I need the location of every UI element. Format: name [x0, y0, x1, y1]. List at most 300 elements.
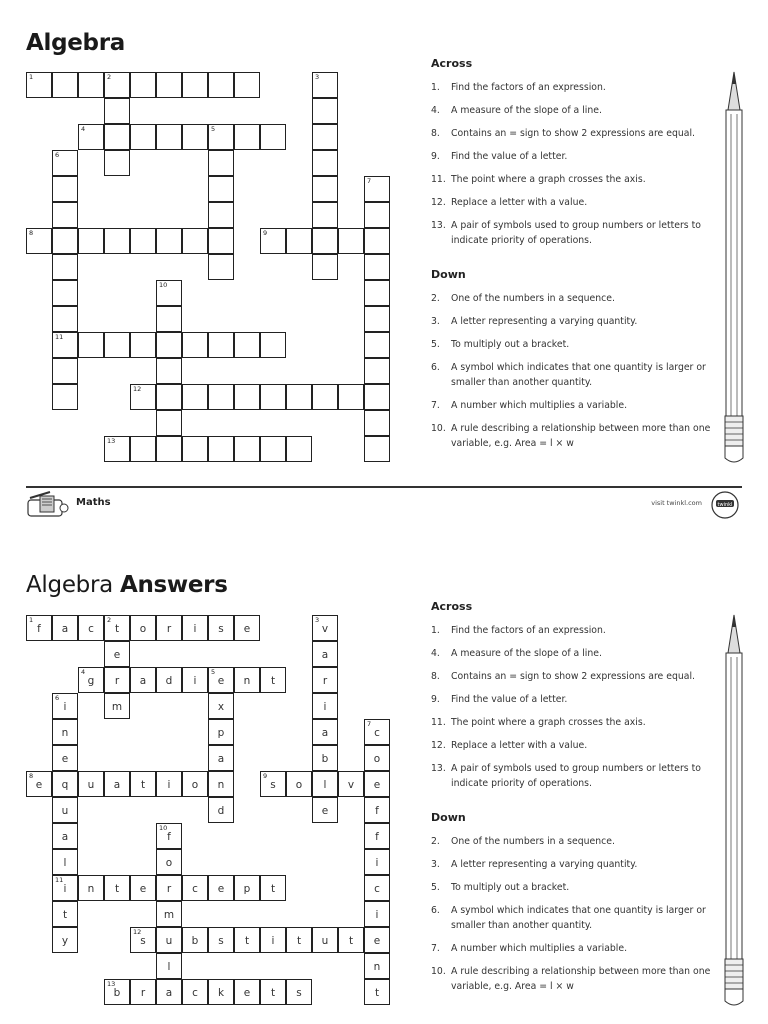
- answer-letter: a: [113, 779, 121, 791]
- crossword-cell: [156, 410, 182, 436]
- crossword-cell: [26, 771, 52, 797]
- crossword-cell: [208, 436, 234, 462]
- answer-letter: u: [321, 935, 329, 947]
- crossword-cell: [364, 202, 390, 228]
- answer-letter: a: [321, 649, 329, 661]
- crossword-cell: [364, 332, 390, 358]
- answer-letter: e: [373, 935, 381, 947]
- clue-number: 11: [55, 333, 64, 341]
- crossword-cell: [130, 436, 156, 462]
- answer-letter: i: [193, 675, 197, 687]
- answer-letter: c: [88, 623, 94, 635]
- clue-item: [431, 903, 711, 933]
- crossword-cell: [182, 436, 208, 462]
- clue-item-text: The point where a graph crosses the axis.: [451, 717, 646, 728]
- down-clue-list: [431, 834, 711, 994]
- crossword-cell: [104, 875, 130, 901]
- crossword-cell: [312, 927, 338, 953]
- answer-letter: d: [165, 675, 173, 687]
- crossword-cell: [130, 667, 156, 693]
- answer-letter: t: [270, 675, 276, 687]
- answer-letter: o: [295, 779, 303, 791]
- answer-letter: v: [347, 779, 355, 791]
- clue-item: [431, 646, 711, 661]
- crossword-cell: [52, 72, 78, 98]
- clue-item-number: 6.: [431, 905, 440, 916]
- down-heading: Down: [431, 268, 466, 281]
- crossword-cell: [208, 202, 234, 228]
- clue-item: [431, 291, 711, 306]
- clue-number: 12: [133, 928, 142, 936]
- clue-item: [431, 623, 711, 638]
- clue-item-text: One of the numbers in a sequence.: [451, 836, 615, 847]
- answer-letter: t: [270, 987, 276, 999]
- crossword-cell: [208, 719, 234, 745]
- crossword-cell: [78, 228, 104, 254]
- crossword-cell: [208, 667, 234, 693]
- crossword-cell: [312, 745, 338, 771]
- clue-item-number: 6.: [431, 362, 440, 373]
- clue-item-text: Contains an = sign to show 2 expressions are equal.: [451, 671, 695, 682]
- crossword-cell: [364, 436, 390, 462]
- crossword-cell: [312, 228, 338, 254]
- clue-item-number: 9.: [431, 694, 440, 705]
- answer-letter: s: [296, 987, 302, 999]
- answer-letter: i: [323, 701, 327, 713]
- clue-item-text: A pair of symbols used to group numbers or letters to indicate priority of operations.: [451, 220, 701, 246]
- crossword-cell: [156, 436, 182, 462]
- clue-item: [431, 738, 711, 753]
- crossword-cell: [52, 228, 78, 254]
- crossword-cell: [234, 615, 260, 641]
- crossword-cell: [260, 979, 286, 1005]
- crossword-cell: [78, 667, 104, 693]
- clue-item: [431, 880, 711, 895]
- crossword-cell: [182, 228, 208, 254]
- crossword-cell: [260, 124, 286, 150]
- crossword-cell: [182, 332, 208, 358]
- crossword-cell: [52, 901, 78, 927]
- clue-number: 12: [133, 385, 142, 393]
- crossword-cell: [208, 875, 234, 901]
- clue-number: 1: [29, 73, 34, 81]
- worksheet-title: [26, 30, 125, 56]
- answer-letter: e: [217, 675, 225, 687]
- clue-item-number: 11.: [431, 717, 446, 728]
- clue-item-text: Find the factors of an expression.: [451, 82, 606, 93]
- answer-letter: p: [217, 727, 225, 739]
- clue-item-text: A rule describing a relationship between more than one variable, e.g. Area = l × w: [451, 966, 711, 992]
- crossword-cell: [130, 771, 156, 797]
- crossword-cell: [156, 228, 182, 254]
- crossword-cell: [208, 615, 234, 641]
- clue-item-text: Find the value of a letter.: [451, 694, 568, 705]
- crossword-cell: [26, 228, 52, 254]
- clue-item-number: 3.: [431, 859, 440, 870]
- crossword-cell: [156, 823, 182, 849]
- answer-letter: t: [114, 623, 120, 635]
- crossword-cell: [312, 150, 338, 176]
- clue-item: [431, 218, 711, 248]
- answer-letter: r: [114, 675, 120, 687]
- clue-item-number: 8.: [431, 671, 440, 682]
- across-heading: Across: [431, 57, 473, 70]
- crossword-cell: [364, 410, 390, 436]
- crossword-cell: [286, 979, 312, 1005]
- crossword-cell: [312, 72, 338, 98]
- crossword-cell: [234, 124, 260, 150]
- answer-letter: f: [167, 831, 171, 843]
- crossword-cell: [182, 875, 208, 901]
- crossword-cell: [78, 72, 104, 98]
- crossword-cell: [182, 384, 208, 410]
- clue-item-number: 12.: [431, 197, 446, 208]
- answer-letter: n: [61, 727, 69, 739]
- clue-number: 4: [81, 125, 86, 133]
- crossword-cell: [286, 436, 312, 462]
- crossword-cell: [312, 641, 338, 667]
- clue-number: 3: [315, 616, 320, 624]
- crossword-cell: [208, 332, 234, 358]
- answer-letter: t: [140, 779, 146, 791]
- clue-number: 4: [81, 668, 86, 676]
- clue-number: 5: [211, 125, 216, 133]
- crossword-cell: [364, 875, 390, 901]
- crossword-cell: [364, 228, 390, 254]
- crossword-cell: [364, 306, 390, 332]
- answer-letter: l: [63, 857, 67, 869]
- answer-letter: o: [139, 623, 147, 635]
- clue-item-text: A letter representing a varying quantity.: [451, 316, 638, 327]
- answers-title-main: Algebra: [26, 572, 113, 598]
- crossword-cell: [286, 228, 312, 254]
- crossword-cell: [52, 615, 78, 641]
- clue-item: [431, 103, 711, 118]
- crossword-cell: [156, 849, 182, 875]
- crossword-cell: [130, 615, 156, 641]
- across-clue-list: [431, 623, 711, 791]
- crossword-cell: [234, 72, 260, 98]
- clue-item-text: A letter representing a varying quantity.: [451, 859, 638, 870]
- clue-item: [431, 857, 711, 872]
- crossword-cell: [52, 176, 78, 202]
- answer-letter: p: [243, 883, 251, 895]
- crossword-cell: [52, 927, 78, 953]
- answer-letter: e: [113, 649, 121, 661]
- crossword-cell: [104, 124, 130, 150]
- answer-letter: o: [191, 779, 199, 791]
- clue-item-text: Contains an = sign to show 2 expressions are equal.: [451, 128, 695, 139]
- crossword-cell: [156, 306, 182, 332]
- answer-letter: r: [166, 623, 172, 635]
- clue-item-text: Replace a letter with a value.: [451, 740, 588, 751]
- footer-subject: Maths: [76, 497, 111, 508]
- clue-item-number: 2.: [431, 836, 440, 847]
- crossword-cell: [208, 150, 234, 176]
- crossword-cell: [130, 384, 156, 410]
- answer-letter: e: [61, 753, 69, 765]
- answer-letter: i: [63, 701, 67, 713]
- answer-letter: s: [218, 623, 224, 635]
- crossword-cell: [286, 771, 312, 797]
- crossword-cell: [104, 150, 130, 176]
- footer-divider: [26, 486, 742, 488]
- answer-letter: n: [243, 675, 251, 687]
- clue-item-text: The point where a graph crosses the axis.: [451, 174, 646, 185]
- clue-item-text: Find the factors of an expression.: [451, 625, 606, 636]
- crossword-cell: [312, 98, 338, 124]
- crossword-cell: [364, 176, 390, 202]
- crossword-cell: [156, 358, 182, 384]
- crossword-cell: [260, 228, 286, 254]
- crossword-cell: [78, 124, 104, 150]
- crossword-cell: [208, 771, 234, 797]
- clue-item-text: A symbol which indicates that one quantity is larger or smaller than another quantity.: [451, 362, 706, 388]
- clue-number: 9: [263, 772, 268, 780]
- crossword-cell: [52, 875, 78, 901]
- answer-letter: v: [321, 623, 329, 635]
- clue-item: [431, 195, 711, 210]
- clue-item-text: Find the value of a letter.: [451, 151, 568, 162]
- crossword-cell: [338, 228, 364, 254]
- answer-letter: a: [321, 727, 329, 739]
- crossword-cell: [364, 901, 390, 927]
- answer-letter: s: [140, 935, 146, 947]
- crossword-cell: [312, 176, 338, 202]
- crossword-cell: [52, 797, 78, 823]
- crossword-cell: [260, 771, 286, 797]
- clue-item: [431, 314, 711, 329]
- answer-letter: t: [62, 909, 68, 921]
- crossword-cell: [156, 979, 182, 1005]
- answers-title-bold: Answers: [119, 572, 228, 598]
- clue-number: 6: [55, 694, 60, 702]
- clue-item-text: A measure of the slope of a line.: [451, 648, 602, 659]
- crossword-cell: [260, 436, 286, 462]
- across-clue-list: [431, 80, 711, 248]
- clues-panel-top: [431, 57, 711, 459]
- answer-letter: f: [375, 831, 379, 843]
- crossword-cell: [182, 927, 208, 953]
- clue-item-text: One of the numbers in a sequence.: [451, 293, 615, 304]
- answers-title: [26, 572, 228, 598]
- clue-item: [431, 941, 711, 956]
- answer-letter: y: [61, 935, 69, 947]
- crossword-cell: [156, 771, 182, 797]
- twinkl-logo-text: twinkl: [717, 501, 733, 508]
- crossword-cell: [52, 745, 78, 771]
- crossword-cell: [338, 927, 364, 953]
- clue-item-number: 4.: [431, 648, 440, 659]
- answer-letter: k: [217, 987, 225, 999]
- answer-letter: m: [163, 909, 175, 921]
- crossword-cell: [182, 667, 208, 693]
- clues-panel-bottom: [431, 600, 711, 1002]
- answer-letter: t: [114, 883, 120, 895]
- clue-item: [431, 761, 711, 791]
- clue-number: 2: [107, 73, 112, 81]
- clue-item-text: A number which multiplies a variable.: [451, 943, 628, 954]
- clue-item: [431, 337, 711, 352]
- crossword-cell: [364, 358, 390, 384]
- clue-number: 8: [29, 229, 34, 237]
- crossword-cell: [234, 436, 260, 462]
- answer-letter: a: [217, 753, 225, 765]
- answer-letter: x: [217, 701, 225, 713]
- crossword-cell: [52, 849, 78, 875]
- answer-letter: e: [35, 779, 43, 791]
- across-heading: Across: [431, 600, 473, 613]
- clue-number: 1: [29, 616, 34, 624]
- page-footer: [0, 486, 768, 526]
- crossword-cell: [104, 72, 130, 98]
- crossword-cell: [260, 667, 286, 693]
- crossword-cell: [52, 254, 78, 280]
- answer-letter: f: [37, 623, 41, 635]
- clue-item-number: 13.: [431, 220, 446, 231]
- twinkl-logo-icon: [710, 490, 740, 520]
- crossword-cell: [364, 745, 390, 771]
- answer-letter: l: [323, 779, 327, 791]
- crossword-cell: [364, 927, 390, 953]
- clue-item-text: To multiply out a bracket.: [451, 339, 570, 350]
- answer-letter: e: [217, 883, 225, 895]
- crossword-cell: [78, 615, 104, 641]
- crossword-cell: [364, 953, 390, 979]
- clue-number: 3: [315, 73, 320, 81]
- crossword-cell: [364, 823, 390, 849]
- answer-letter: i: [167, 779, 171, 791]
- clue-item-number: 8.: [431, 128, 440, 139]
- clue-item-text: A rule describing a relationship between more than one variable, e.g. Area = l × w: [451, 423, 711, 449]
- crossword-cell: [78, 332, 104, 358]
- crossword-cell: [312, 797, 338, 823]
- crossword-cell: [130, 72, 156, 98]
- answer-letter: i: [271, 935, 275, 947]
- crossword-cell: [156, 953, 182, 979]
- pencil-icon: [720, 70, 748, 470]
- crossword-cell: [260, 927, 286, 953]
- crossword-cell: [104, 332, 130, 358]
- answer-letter: m: [111, 701, 123, 713]
- answer-letter: l: [167, 961, 171, 973]
- answer-letter: i: [375, 909, 379, 921]
- answer-letter: s: [270, 779, 276, 791]
- crossword-cell: [260, 332, 286, 358]
- crossword-cell: [208, 228, 234, 254]
- clue-item-text: A measure of the slope of a line.: [451, 105, 602, 116]
- crossword-cell: [182, 124, 208, 150]
- clue-item: [431, 715, 711, 730]
- crossword-cell: [208, 72, 234, 98]
- answer-letter: s: [218, 935, 224, 947]
- answer-letter: r: [322, 675, 328, 687]
- crossword-cell: [208, 124, 234, 150]
- footer-visit-link[interactable]: visit twinkl.com: [651, 499, 702, 507]
- crossword-cell: [234, 927, 260, 953]
- answer-letter: i: [375, 857, 379, 869]
- clue-item-number: 5.: [431, 339, 440, 350]
- answer-letter: o: [373, 753, 381, 765]
- answer-letter: c: [374, 883, 380, 895]
- crossword-cell: [52, 719, 78, 745]
- crossword-cell: [208, 927, 234, 953]
- clue-item: [431, 834, 711, 849]
- clue-number: 7: [367, 177, 372, 185]
- crossword-cell: [338, 384, 364, 410]
- crossword-cell: [104, 228, 130, 254]
- crossword-cell: [52, 358, 78, 384]
- clue-item-number: 10.: [431, 966, 446, 977]
- crossword-cell: [52, 150, 78, 176]
- clue-item: [431, 964, 711, 994]
- crossword-cell: [130, 927, 156, 953]
- crossword-cell: [104, 98, 130, 124]
- worksheet-title-text: Algebra: [26, 30, 125, 56]
- crossword-cell: [312, 202, 338, 228]
- clue-item-number: 9.: [431, 151, 440, 162]
- answer-letter: n: [217, 779, 225, 791]
- crossword-cell: [156, 72, 182, 98]
- answer-letter: i: [63, 883, 67, 895]
- crossword-grid-answers: [26, 615, 390, 1005]
- answer-letter: a: [139, 675, 147, 687]
- crossword-cell: [130, 332, 156, 358]
- crossword-cell: [364, 384, 390, 410]
- crossword-cell: [208, 797, 234, 823]
- clue-number: 11: [55, 876, 64, 884]
- answer-letter: b: [191, 935, 199, 947]
- answer-letter: c: [374, 727, 380, 739]
- answer-letter: a: [61, 831, 69, 843]
- clue-item: [431, 80, 711, 95]
- clue-item: [431, 149, 711, 164]
- crossword-cell: [260, 384, 286, 410]
- crossword-cell: [364, 719, 390, 745]
- crossword-cell: [52, 693, 78, 719]
- down-clue-list: [431, 291, 711, 451]
- clue-item-text: A symbol which indicates that one quantity is larger or smaller than another quantity.: [451, 905, 706, 931]
- crossword-cell: [130, 979, 156, 1005]
- clue-item-number: 7.: [431, 400, 440, 411]
- crossword-cell: [182, 979, 208, 1005]
- answer-letter: r: [140, 987, 146, 999]
- crossword-cell: [52, 823, 78, 849]
- crossword-grid-blank: [26, 72, 390, 462]
- clue-item-number: 13.: [431, 763, 446, 774]
- clue-item: [431, 669, 711, 684]
- crossword-cell: [156, 280, 182, 306]
- crossword-cell: [364, 771, 390, 797]
- pencil-illustration: [720, 613, 748, 1017]
- clue-item-text: To multiply out a bracket.: [451, 882, 570, 893]
- answer-letter: n: [373, 961, 381, 973]
- answer-letter: n: [87, 883, 95, 895]
- answer-letter: c: [192, 883, 198, 895]
- answer-letter: c: [192, 987, 198, 999]
- answer-letter: e: [373, 779, 381, 791]
- answer-letter: g: [87, 675, 95, 687]
- answer-letter: u: [165, 935, 173, 947]
- clue-item-number: 7.: [431, 943, 440, 954]
- clue-item-number: 11.: [431, 174, 446, 185]
- crossword-cell: [234, 875, 260, 901]
- clue-item: [431, 360, 711, 390]
- clue-item: [431, 398, 711, 413]
- clue-number: 13: [107, 437, 116, 445]
- answer-letter: r: [166, 883, 172, 895]
- crossword-cell: [78, 875, 104, 901]
